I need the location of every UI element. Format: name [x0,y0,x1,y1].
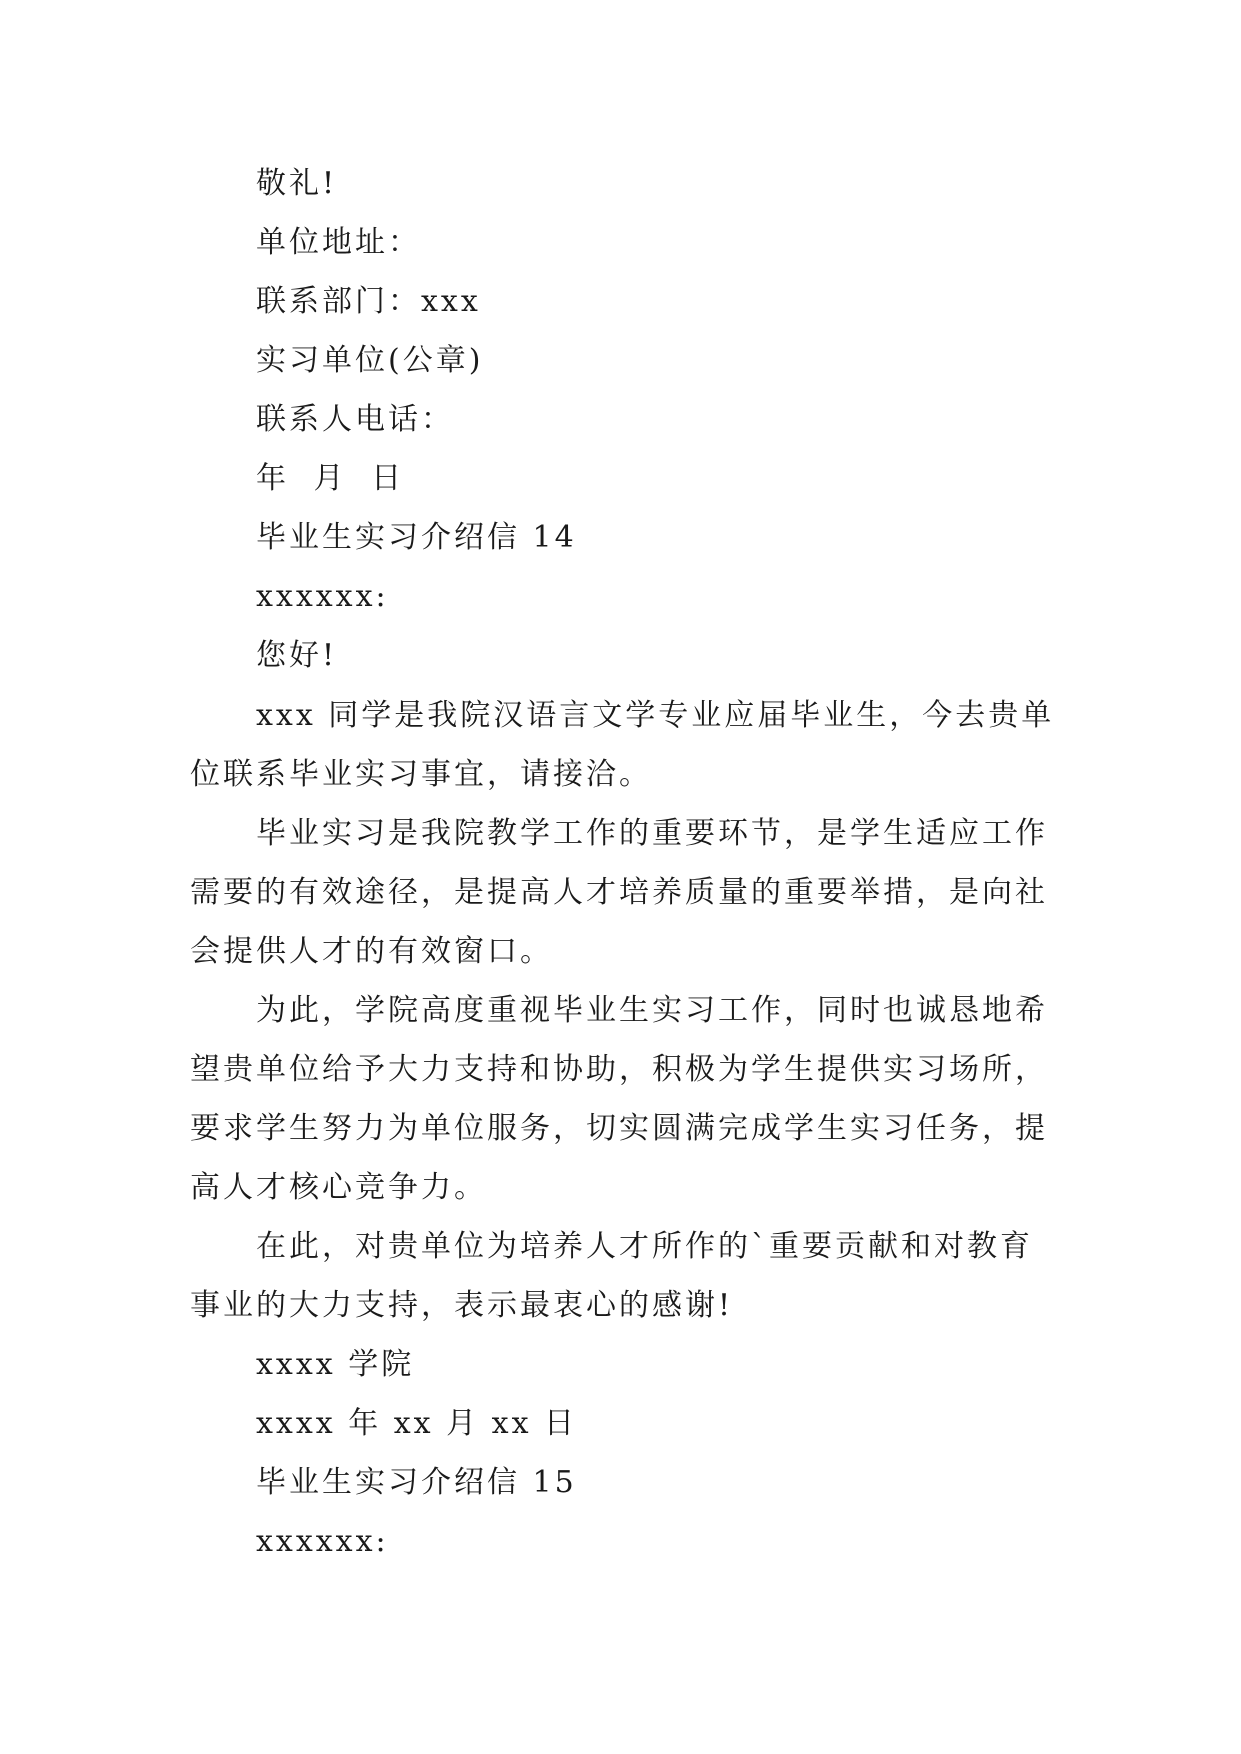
date-line: 年 月 日 [256,461,405,496]
greeting: 您好! [256,638,338,673]
closing-salutation: 敬礼! [256,166,338,201]
paragraph-line: 要求学生努力为单位服务，切实圆满完成学生实习任务，提 [190,1111,1048,1146]
paragraph-line: 会提供人才的有效窗口。 [190,934,553,969]
contact-department: 联系部门：xxx [256,284,481,319]
paragraph-line: 事业的大力支持，表示最衷心的感谢! [190,1288,734,1323]
signature-date: xxxx 年 xx 月 xx 日 [256,1406,578,1441]
signature-institution: xxxx 学院 [256,1347,415,1382]
recipient-line: xxxxxx: [256,579,389,614]
unit-address-label: 单位地址： [256,225,421,260]
paragraph-line: 位联系毕业实习事宜，请接洽。 [190,757,652,792]
paragraph-line: xxx 同学是我院汉语言文学专业应届毕业生，今去贵单 [256,698,1055,733]
paragraph-line: 望贵单位给予大力支持和协助，积极为学生提供实习场所， [190,1052,1048,1087]
letter-title: 毕业生实习介绍信 15 [256,1465,577,1500]
paragraph-line: 高人才核心竞争力。 [190,1170,487,1205]
internship-unit-seal: 实习单位(公章) [256,343,484,378]
paragraph-line: 在此，对贵单位为培养人才所作的`重要贡献和对教育 [256,1229,1033,1264]
contact-phone-label: 联系人电话： [256,402,454,437]
paragraph-line: 为此，学院高度重视毕业生实习工作，同时也诚恳地希 [256,993,1048,1028]
paragraph-line: 毕业实习是我院教学工作的重要环节，是学生适应工作 [256,816,1048,851]
recipient-line: xxxxxx: [256,1524,389,1559]
paragraph-line: 需要的有效途径，是提高人才培养质量的重要举措，是向社 [190,875,1048,910]
letter-title: 毕业生实习介绍信 14 [256,520,577,555]
